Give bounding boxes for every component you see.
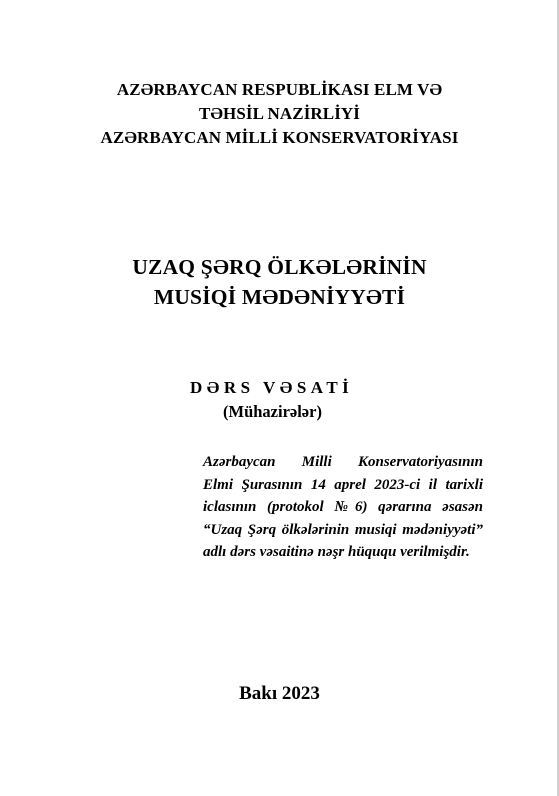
institution-line-1: AZƏRBAYCAN RESPUBLİKASI ELM VƏ (116, 80, 443, 99)
document-type-note: (Mühazirələr) (223, 402, 322, 421)
book-title-line-2: MUSİQİ MƏDƏNİYYƏTİ (153, 285, 406, 309)
approval-line: Azərbaycan Milli Konservatoriyasının (203, 454, 483, 470)
publication-approval-note (203, 451, 483, 564)
approval-line: Elmi Şurasının 14 aprel 2023-ci il tarixli (203, 476, 483, 493)
book-title-line-1: UZAQ ŞƏRQ ÖLKƏLƏRİNİN (132, 255, 427, 279)
approval-line: adlı dərs vəsaitinə nəşr hüququ verilmişdir. (203, 544, 470, 560)
approval-line: iclasının (protokol №6) qərarına əsasən (203, 499, 483, 515)
institution-line-3: AZƏRBAYCAN MİLLİ KONSERVATORİYASI (100, 128, 459, 147)
approval-line: “Uzaq Şərq ölkələrinin musiqi mədəniyyəti” (203, 521, 483, 538)
publication-city-year: Bakı 2023 (239, 683, 320, 704)
institution-line-2: TƏHSİL NAZİRLİYİ (198, 104, 361, 123)
document-type-label: DƏRS VƏSATİ (190, 378, 354, 397)
